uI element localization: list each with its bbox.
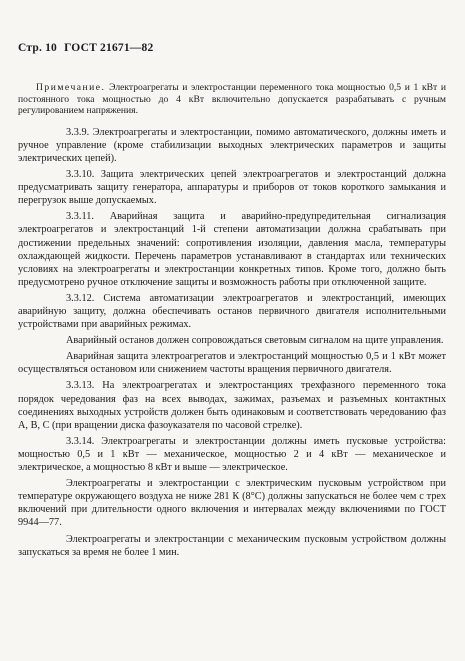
- paragraph-3-3-14: 3.3.14. Электроагрегаты и электростанции должны иметь пусковые устройства: мощностью 0,5 и 1 кВт — механическое, мощностью 2 и 4 кВт — механическое и электрическое, а мощностью 8 кВт и выше — электрическое.: [18, 435, 446, 474]
- paragraph-3-3-10: 3.3.10. Защита электрических цепей электроагрегатов и электростанций должна предусматривать защиту генератора, аппаратуры и приборов от токов короткого замыкания и перегрузок выше допускаемых.: [18, 169, 446, 207]
- paragraph-3-3-12: 3.3.12. Система автоматизации электроагрегатов и электростанций, имеющих аварийную защиту, должна обеспечивать останов первичного двигателя исполнительными устройствами при аварийных режимах.: [18, 292, 446, 331]
- paragraph-mechanical-start: Электроагрегаты и электростанции с механическим пусковым устройством должны запускаться за время не более 1 мин.: [18, 533, 446, 558]
- page-header: [18, 42, 153, 54]
- paragraph-emergency-stop-signal: Аварийный останов должен сопровождаться световым сигналом на щите управления.: [66, 335, 444, 347]
- note-text: Электроагрегаты и электростанции переменного тока мощностью 0,5 и 1 кВт и постоянного тока мощностью до 4 кВт включительно допускается разрабатывать с ручным регулированием напряжения.: [18, 82, 446, 117]
- paragraph-electric-start: Электроагрегаты и электростанции с электрическим пусковым устройством при температуре окружающего воздуха не ниже 281 К (8°С) должны запускаться не более чем с трех включений при длительности одного включения и интервалах между включениями по ГОСТ 9944—77.: [18, 478, 446, 529]
- standard-code: ГОСТ 21671—82: [64, 42, 154, 54]
- document-body: [18, 82, 446, 562]
- paragraph-3-3-11: 3.3.11. Аварийная защита и аварийно-предупредительная сигнализация электроагрегатов и электростанций 1-й степени автоматизации должна срабатывать при достижении предельных значений: сопротивления изоляции, давления масла, температуры охлаждающей жидкости. Перечень параметров устанавливают в стандартах или технических условиях на электроагрегаты и электростанции конкретных типов. Кроме того, должно быть предусмотрено ручное отключение защиты и возможность работы при отключенной защите.: [18, 211, 446, 288]
- page-number: Стр. 10: [18, 42, 57, 54]
- note-lead: Примечание.: [36, 82, 106, 93]
- note-block: [18, 82, 446, 117]
- paragraph-3-3-13: 3.3.13. На электроагрегатах и электростанциях трехфазного переменного тока порядок чередования фаз на всех выводах, зажимах, разъемах и разъемных контактных соединениях выходных устройств должен быть одинаковым и соответствовать чередованию фаз А, В, С (при вращении диска фазоуказателя по часовой стрелке).: [18, 380, 446, 431]
- paragraph-emergency-protection-low-power: Аварийная защита электроагрегатов и электростанций мощностью 0,5 и 1 кВт может осуществляться остановом или снижением частоты вращения первичного двигателя.: [18, 351, 446, 376]
- paragraph-3-3-9: 3.3.9. Электроагрегаты и электростанции, помимо автоматического, должны иметь и ручное управление (кроме стабилизации выходных электрических параметров и защиты электрических цепей).: [18, 126, 446, 164]
